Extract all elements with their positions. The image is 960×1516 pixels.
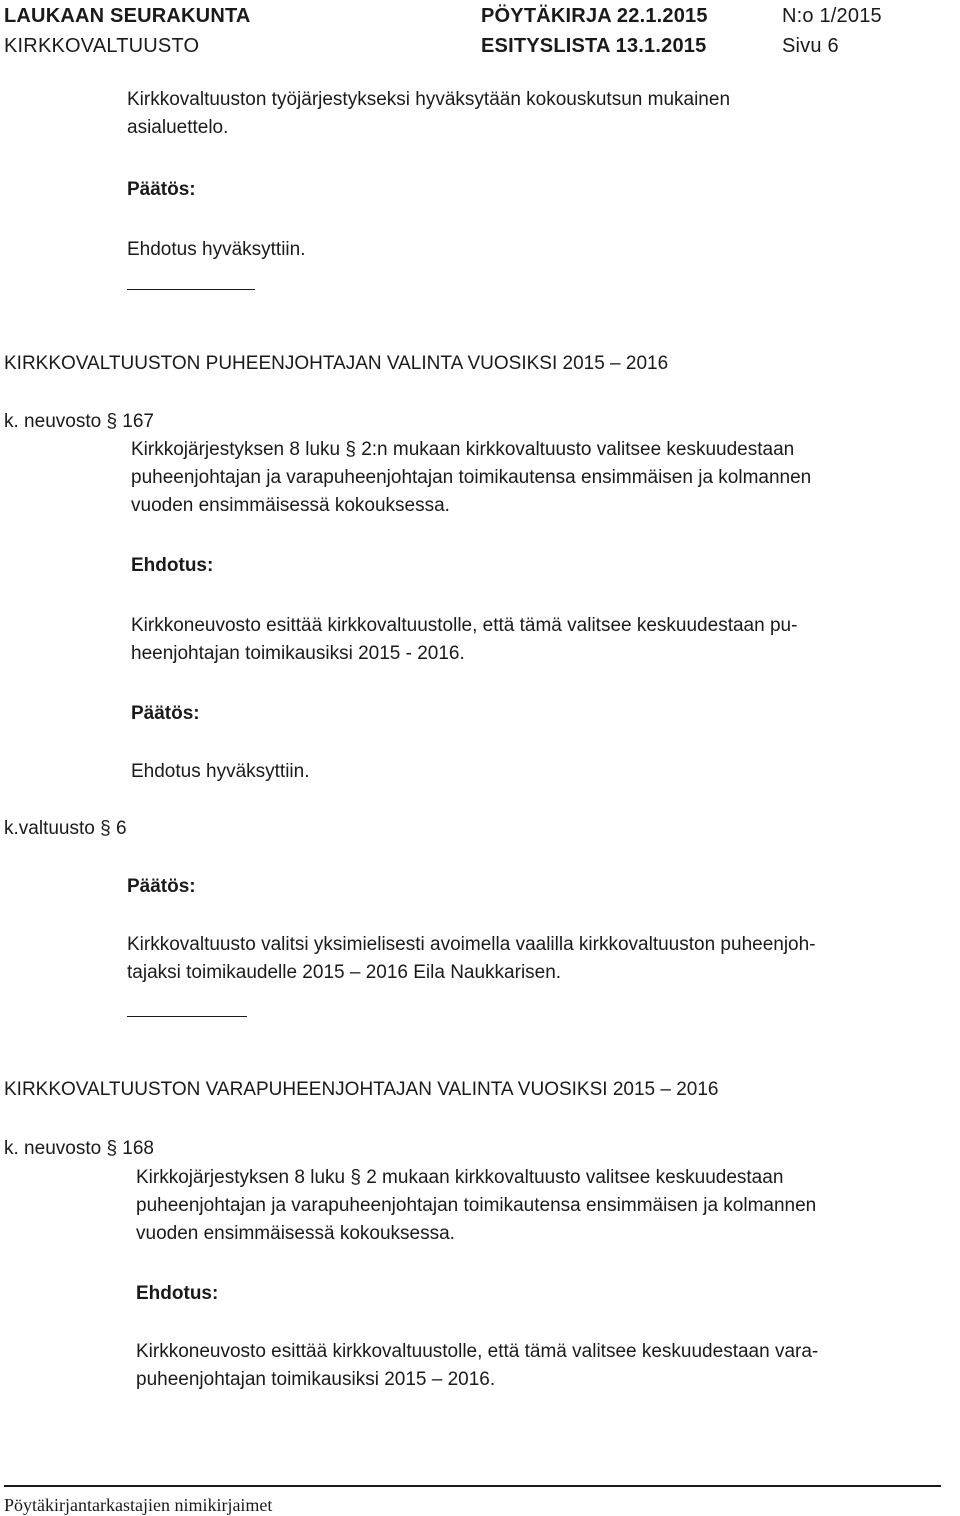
section1-proposal-line: heenjohtajan toimikausiksi 2015 - 2016. — [131, 643, 465, 664]
section2-proposal — [136, 1338, 818, 1394]
section2-proposal-label: Ehdotus: — [136, 1283, 219, 1304]
section1-decision-label: Päätös: — [131, 703, 200, 724]
intro-text — [127, 86, 730, 142]
section2-title: KIRKKOVALTUUSTON VARAPUHEENJOHTAJAN VALINTA VUOSIKSI 2015 – 2016 — [4, 1079, 719, 1100]
section1-proposal — [131, 612, 797, 668]
section2-text — [136, 1164, 816, 1248]
section2-board-ref: k. neuvosto § 168 — [4, 1138, 154, 1159]
section1-text-line: vuoden ensimmäisessä kokouksessa. — [131, 495, 450, 516]
section2-proposal-line: puheenjohtajan toimikausiksi 2015 – 2016. — [136, 1369, 496, 1390]
section1-council-decision — [127, 931, 816, 987]
header-org: LAUKAAN SEURAKUNTA — [4, 5, 251, 27]
section1-council-decision-line: Kirkkovaltuusto valitsi yksimielisesti avoimella vaalilla kirkkovaltuuston puheenjoh- — [127, 934, 816, 955]
header-body-name: KIRKKOVALTUUSTO — [4, 35, 200, 57]
section1-council-ref: k.valtuusto § 6 — [4, 818, 127, 839]
section2-text-line: puheenjohtajan ja varapuheenjohtajan toimikautensa ensimmäisen ja kolmannen — [136, 1195, 817, 1216]
section1-council-decision-label: Päätös: — [127, 876, 196, 897]
section1-text-line: puheenjohtajan ja varapuheenjohtajan toimikautensa ensimmäisen ja kolmannen — [131, 467, 812, 488]
section1-proposal-line: Kirkkoneuvosto esittää kirkkovaltuustolle, että tämä valitsee keskuudestaan pu- — [131, 615, 798, 636]
section1-board-ref: k. neuvosto § 167 — [4, 411, 154, 432]
section1-title: KIRKKOVALTUUSTON PUHEENJOHTAJAN VALINTA VUOSIKSI 2015 – 2016 — [4, 353, 669, 374]
intro-decision-label: Päätös: — [127, 179, 196, 200]
separator-rule — [127, 1016, 247, 1017]
intro-text-line: asialuettelo. — [127, 117, 229, 138]
intro-decision-text: Ehdotus hyväksyttiin. — [127, 239, 306, 260]
header-number: N:o 1/2015 — [782, 5, 882, 27]
section1-text — [131, 436, 811, 520]
section1-text-line: Kirkkojärjestyksen 8 luku § 2:n mukaan kirkkovaltuusto valitsee keskuudestaan — [131, 439, 795, 460]
header-agenda: ESITYSLISTA 13.1.2015 — [481, 35, 707, 57]
footer-signatures-label: Pöytäkirjantarkastajien nimikirjaimet — [4, 1495, 273, 1515]
section1-decision-text: Ehdotus hyväksyttiin. — [131, 761, 310, 782]
separator-rule — [127, 289, 255, 290]
intro-text-line: Kirkkovaltuuston työjärjestykseksi hyväksytään kokouskutsun mukainen — [127, 89, 731, 110]
footer-rule — [4, 1485, 941, 1487]
section2-proposal-line: Kirkkoneuvosto esittää kirkkovaltuustolle, että tämä valitsee keskuudestaan vara- — [136, 1341, 819, 1362]
section2-text-line: Kirkkojärjestyksen 8 luku § 2 mukaan kirkkovaltuusto valitsee keskuudestaan — [136, 1167, 784, 1188]
section1-council-decision-line: tajaksi toimikaudelle 2015 – 2016 Eila Naukkarisen. — [127, 962, 562, 983]
section2-text-line: vuoden ensimmäisessä kokouksessa. — [136, 1223, 455, 1244]
header-minutes: PÖYTÄKIRJA 22.1.2015 — [481, 5, 708, 27]
section1-proposal-label: Ehdotus: — [131, 555, 214, 576]
header-page: Sivu 6 — [782, 35, 839, 57]
